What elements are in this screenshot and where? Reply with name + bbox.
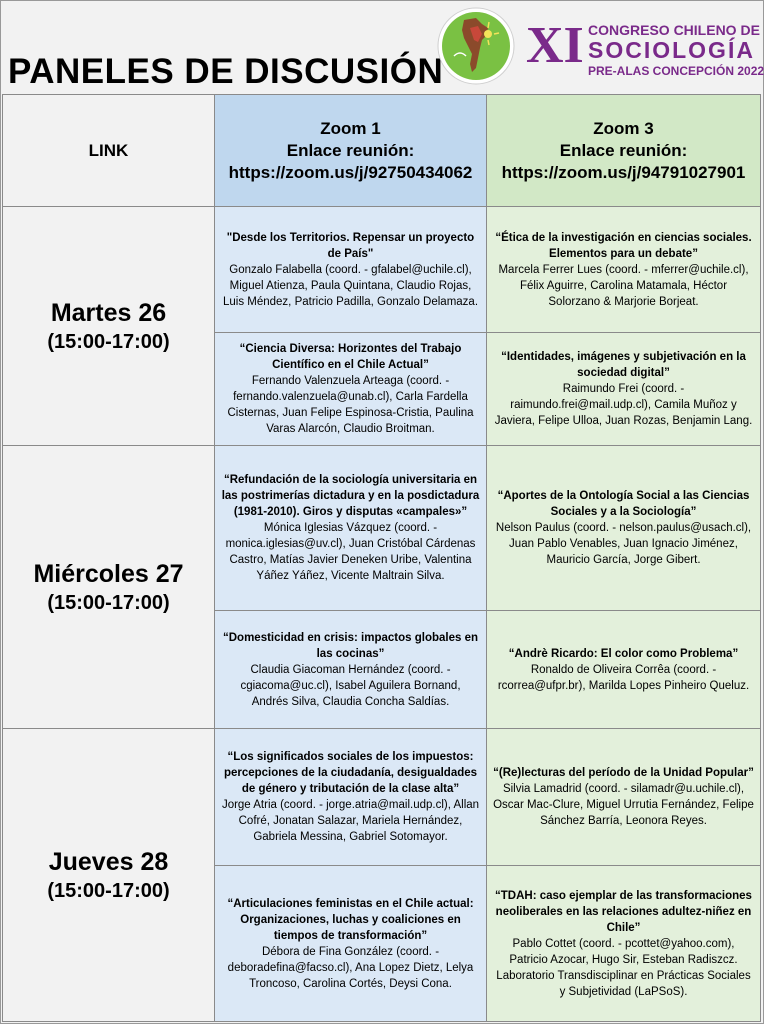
panel-people: Raimundo Frei (coord. - raimundo.frei@mail.udp.cl), Camila Muñoz y Javiera, Felipe Ulloa, Juan Rozas, Benjamin Lang. (494, 383, 753, 427)
page-title: PANELES DE DISCUSIÓN (8, 52, 444, 91)
zoom3-link[interactable]: https://zoom.us/j/94791027901 (501, 162, 746, 182)
congress-brand (526, 14, 764, 84)
panel-people: Fernando Valenzuela Arteaga (coord. - fernando.valenzuela@unab.cl), Carla Fardella Cisternas, Juan Felipe Espinosa-Cristia, Paulina Varas Alarcón, Claudio Broitman. (227, 375, 474, 435)
panel-title: “TDAH: caso ejemplar de las transformaciones neoliberales en las relaciones adultez-niñez en Chile” (495, 889, 752, 934)
zoom1-name: Zoom 1 (320, 118, 381, 138)
panel-people: Silvia Lamadrid (coord. - silamadr@u.uchile.cl), Oscar Mac-Clure, Miguel Urrutia Fernández, Felipe Sánchez Barría, Leonora Reyes. (493, 783, 754, 827)
panel-people: Claudia Giacoman Hernández (coord. - cgiacoma@uc.cl), Isabel Aguilera Bornand, Andrés Silva, Claudia Concha Saldías. (240, 663, 461, 708)
zoom3-header (487, 95, 761, 207)
table-row (3, 446, 761, 611)
panel-title: “Articulaciones feministas en el Chile actual: Organizaciones, luchas y coaliciones en tiempos de transformación” (227, 897, 474, 942)
panel-cell (487, 866, 761, 1022)
brand-line-sociologia: SOCIOLOGÍA (588, 37, 755, 63)
brand-line-prealas: PRE-ALAS CONCEPCIÓN 2022 (588, 64, 764, 78)
panel-title: “Andrè Ricardo: El color como Problema” (508, 647, 739, 660)
panel-cell (215, 729, 487, 866)
panel-people: Pablo Cottet (coord. - pcottet@yahoo.com), Patricio Azocar, Hugo Sir, Esteban Radiszcz. Laboratorio Transdisciplinar en Prácticas Sociales y Subjetividad (LaPSoS). (496, 937, 751, 998)
panel-title: “Identidades, imágenes y subjetivación en la sociedad digital” (501, 351, 746, 379)
panel-title: “Domesticidad en crisis: impactos globales en las cocinas” (223, 631, 478, 660)
panel-cell (487, 333, 761, 446)
panel-title: “Ciencia Diversa: Horizontes del Trabajo Científico en el Chile Actual” (239, 343, 462, 371)
day-name: Martes 26 (50, 299, 167, 327)
panel-people: Marcela Ferrer Lues (coord. - mferrer@uchile.cl), Félix Aguirre, Carolina Matamala, Héctor Solorzano & Marjorie Borjeat. (498, 263, 749, 308)
panel-title: “Aportes de la Ontología Social a las Ciencias Sociales y a la Sociología” (497, 490, 750, 518)
zoom3-link-label: Enlace reunión: (559, 140, 688, 160)
day-time: (15:00-17:00) (47, 880, 170, 902)
panel-people: Ronaldo de Oliveira Corrêa (coord. - rcorrea@ufpr.br), Marilda Lopes Pinheiro Queluz. (497, 663, 750, 692)
day-cell-miercoles (3, 446, 215, 729)
panel-cell (487, 611, 761, 729)
day-time: (15:00-17:00) (47, 331, 170, 353)
panel-title: “Ética de la investigación en ciencias sociales. Elementos para un debate” (495, 231, 752, 260)
panel-cell (215, 611, 487, 729)
panel-people: Mónica Iglesias Vázquez (coord. - monica.iglesias@uv.cl), Juan Cristóbal Cárdenas Castro, Matías Javier Deneken Uribe, Valentina Yáñez Yáñez, Vicente Maltrain Silva. (225, 522, 476, 582)
table-row (3, 207, 761, 333)
panel-title: “Refundación de la sociología universitaria en las postrimerías dictadura y en la posdictadura (1981-2010). Giros y disputas «campales»” (221, 474, 480, 518)
panels-table (2, 94, 761, 1022)
congress-logo-icon (436, 6, 516, 86)
brand-line-congreso: CONGRESO CHILENO DE (588, 22, 760, 38)
panel-title: "Desde los Territorios. Repensar un proyecto de País" (226, 231, 475, 260)
panel-title: “Los significados sociales de los impuestos: percepciones de la ciudadanía, desigualdades de género y tributación de la clase alta” (223, 751, 478, 795)
day-time: (15:00-17:00) (47, 592, 170, 614)
table-header-row (3, 95, 761, 207)
panel-cell (215, 866, 487, 1022)
zoom1-link[interactable]: https://zoom.us/j/92750434062 (228, 162, 473, 182)
day-cell-martes (3, 207, 215, 446)
panel-cell (215, 446, 487, 611)
day-name: Miércoles 27 (33, 560, 184, 588)
link-header: LINK (3, 95, 215, 207)
panel-cell (487, 446, 761, 611)
panel-cell (487, 207, 761, 333)
zoom3-name: Zoom 3 (593, 118, 654, 138)
panel-cell (215, 333, 487, 446)
table-row (3, 729, 761, 866)
panel-cell (215, 207, 487, 333)
day-cell-jueves (3, 729, 215, 1022)
zoom1-header (215, 95, 487, 207)
day-name: Jueves 28 (48, 848, 169, 876)
brand-numeral: XI (526, 17, 584, 74)
panel-people: Débora de Fina González (coord. - deboradefina@facso.cl), Ana Lopez Dietz, Lelya Troncoso, Carolina Cortés, Deysi Cona. (227, 945, 474, 990)
panel-title: “(Re)lecturas del período de la Unidad Popular” (493, 767, 754, 779)
panel-people: Nelson Paulus (coord. - nelson.paulus@usach.cl), Juan Pablo Venables, Juan Ignacio Jiménez, Mauricio García, Jorge Gibert. (495, 522, 752, 566)
panel-people: Jorge Atria (coord. - jorge.atria@mail.udp.cl), Allan Cofré, Jonatan Salazar, Mariela Hernández, Gabriela Messina, Gabriel Sotomayor. (221, 799, 480, 843)
panel-people: Gonzalo Falabella (coord. - gfalabel@uchile.cl), Miguel Atienza, Paula Quintana, Claudio Rojas, Luis Méndez, Patricio Padilla, Gonzalo Delamaza. (222, 263, 479, 308)
panel-cell (487, 729, 761, 866)
zoom1-link-label: Enlace reunión: (286, 140, 415, 160)
